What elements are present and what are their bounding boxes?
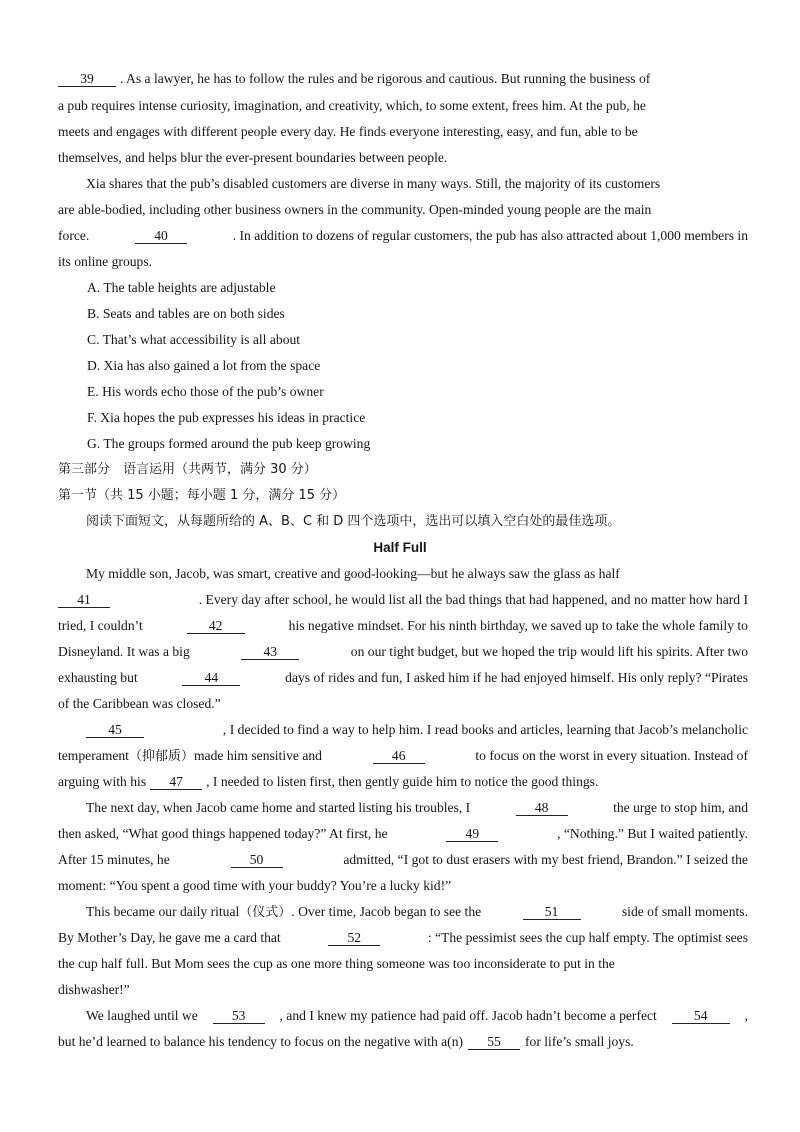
option-d: D. Xia has also gained a lot from the space [87,358,321,373]
answer-blank-44[interactable]: 44 [182,670,240,686]
passage-title: Half Full [373,540,427,555]
passage-a-line-7 [58,227,748,245]
answer-blank-39[interactable]: 39 [58,71,116,87]
text-span: temperament [58,748,129,763]
answer-blank-40[interactable]: 40 [135,228,187,244]
text-span: , “Nothing.” But I waited patiently. [557,826,748,841]
option-b: B. Seats and tables are on both sides [87,306,285,321]
text-span: , I decided to find a way to help him. I read books and articles, learning that Jacob’s melancholic [222,722,748,737]
text-span: We laughed until we [86,1008,198,1023]
text-span: After 15 minutes, he [58,852,170,867]
text-span: . In addition to dozens of regular customers, the pub has also attracted about 1,000 members in [232,228,748,243]
passage-a-line-3 [58,123,748,141]
text-span: meets and engages with different people every day. He finds everyone interesting, easy, and fun, able to be [58,124,638,139]
text-span: days of rides and fun, I asked him if he had enjoyed himself. His only reply? “Pirates [285,670,748,685]
text-span: Disneyland. It was a big [58,644,190,659]
passage-b-line-3 [58,617,748,635]
passage-b-line-15 [58,929,748,947]
answer-blank-52[interactable]: 52 [328,930,380,946]
text-span: force. [58,228,90,243]
instruction-text: 阅读下面短文，从每题所给的 A、B、C 和 D 四个选项中，选出可以填入空白处的最佳选项。 [86,514,621,529]
passage-a-line-8 [58,253,748,271]
text-span: to focus on the worst in every situation. Instead of [475,748,748,763]
text-span: for life’s small joys. [525,1034,634,1049]
text-span: made him sensitive and [193,748,322,763]
answer-blank-45[interactable]: 45 [86,722,144,738]
text-span: . As a lawyer, he has to follow the rules and be rigorous and cautious. But running the business of [120,71,651,86]
text-span: but he’d learned to balance his tendency to focus on the negative with a(n) [58,1034,464,1049]
answer-blank-49[interactable]: 49 [446,826,498,842]
answer-blank-48[interactable]: 48 [516,800,568,816]
text-span: his negative mindset. For his ninth birthday, we saved up to take the whole family to [288,618,748,633]
text-span: . Every day after school, he would list all the bad things that had happened, and no matter how hard I [198,592,748,607]
answer-blank-43[interactable]: 43 [241,644,299,660]
option-e: E. His words echo those of the pub’s owner [87,384,324,399]
passage-b-line-6 [58,695,748,713]
text-span: By Mother’s Day, he gave me a card that [58,930,281,945]
text-span: the cup half full. But Mom sees the cup as one more thing someone was too inconsiderate to put in the [58,956,615,971]
passage-b-line-1 [86,565,748,583]
text-span: tried, I couldn’t [58,618,143,633]
option-c: C. That’s what accessibility is all about [87,332,301,347]
text-span: side of small moments. [621,904,748,919]
text-span: The next day, when Jacob came home and started listing his troubles, I [86,800,471,815]
passage-b-line-8 [58,747,748,766]
passage-b-line-11 [58,825,748,843]
passage-b-line-2 [58,591,748,609]
answer-blank-53[interactable]: 53 [213,1008,265,1024]
answer-blank-46[interactable]: 46 [373,748,425,764]
passage-b-line-19 [58,1033,748,1051]
answer-blank-47[interactable]: 47 [150,774,202,790]
passage-b-line-16 [58,955,748,973]
passage-b-line-17 [58,981,748,999]
passage-b-line-10 [86,799,748,817]
text-span: , [744,1008,748,1023]
sub-heading: 第一节（共 15 小题；每小题 1 分，满分 15 分） [58,488,346,503]
text-span: This became our daily ritual [86,904,240,919]
answer-blank-51[interactable]: 51 [523,904,581,920]
text-span: Xia shares that the pub’s disabled customers are diverse in many ways. Still, the majority of its customers [86,176,661,191]
text-span: dishwasher!” [58,982,130,997]
text-span: exhausting but [58,670,138,685]
answer-blank-41[interactable]: 41 [58,592,110,608]
text-span: , I needed to listen first, then gently guide him to notice the good things. [206,774,599,789]
chinese-gloss: （仪式） [239,905,292,920]
passage-b-line-18 [86,1007,748,1025]
option-a: A. The table heights are adjustable [87,280,276,295]
text-span: themselves, and helps blur the ever-present boundaries between people. [58,150,448,165]
passage-b-line-13 [58,877,748,895]
passage-a-line-4 [58,149,748,167]
passage-b-line-7 [86,721,748,739]
text-span: a pub requires intense curiosity, imagination, and creativity, which, to some extent, frees him. At the pub, he [58,98,646,113]
text-span: admitted, “I got to dust erasers with my best friend, Brandon.” I seized the [343,852,748,867]
text-span: of the Caribbean was closed.” [58,696,221,711]
passage-b-line-4 [58,643,748,661]
option-g: G. The groups formed around the pub keep growing [87,436,371,451]
passage-b-line-9 [58,773,748,791]
passage-b-line-12 [58,851,748,869]
part-heading: 第三部分 语言运用（共两节，满分 30 分） [58,462,317,477]
answer-blank-54[interactable]: 54 [672,1008,730,1024]
passage-a-line-6 [58,201,748,219]
text-span: My middle son, Jacob, was smart, creative and good-looking—but he always saw the glass as half [86,566,620,581]
text-span: , and I knew my patience had paid off. Jacob hadn’t become a perfect [279,1008,657,1023]
passage-b-line-14 [86,903,748,922]
passage-a-line-2 [58,97,748,115]
text-span: moment: “You spent a good time with your buddy? You’re a lucky kid!” [58,878,452,893]
text-span: its online groups. [58,254,153,269]
text-span: arguing with his [58,774,147,789]
text-span: are able-bodied, including other business owners in the community. Open-minded young people are the main [58,202,652,217]
answer-blank-50[interactable]: 50 [231,852,283,868]
text-span: then asked, “What good things happened today?” At first, he [58,826,388,841]
text-span: : “The pessimist sees the cup half empty. The optimist sees [427,930,748,945]
passage-a-line-5 [86,175,748,193]
text-span: on our tight budget, but we hoped the trip would lift his spirits. After two [350,644,748,659]
answer-blank-55[interactable]: 55 [468,1034,520,1050]
option-f: F. Xia hopes the pub expresses his ideas in practice [87,410,366,425]
passage-b-line-5 [58,669,748,687]
text-span: the urge to stop him, and [613,800,748,815]
chinese-gloss: （抑郁质） [128,749,194,764]
text-span: . Over time, Jacob began to see the [291,904,482,919]
answer-blank-42[interactable]: 42 [187,618,245,634]
passage-a-line-1 [58,70,748,88]
